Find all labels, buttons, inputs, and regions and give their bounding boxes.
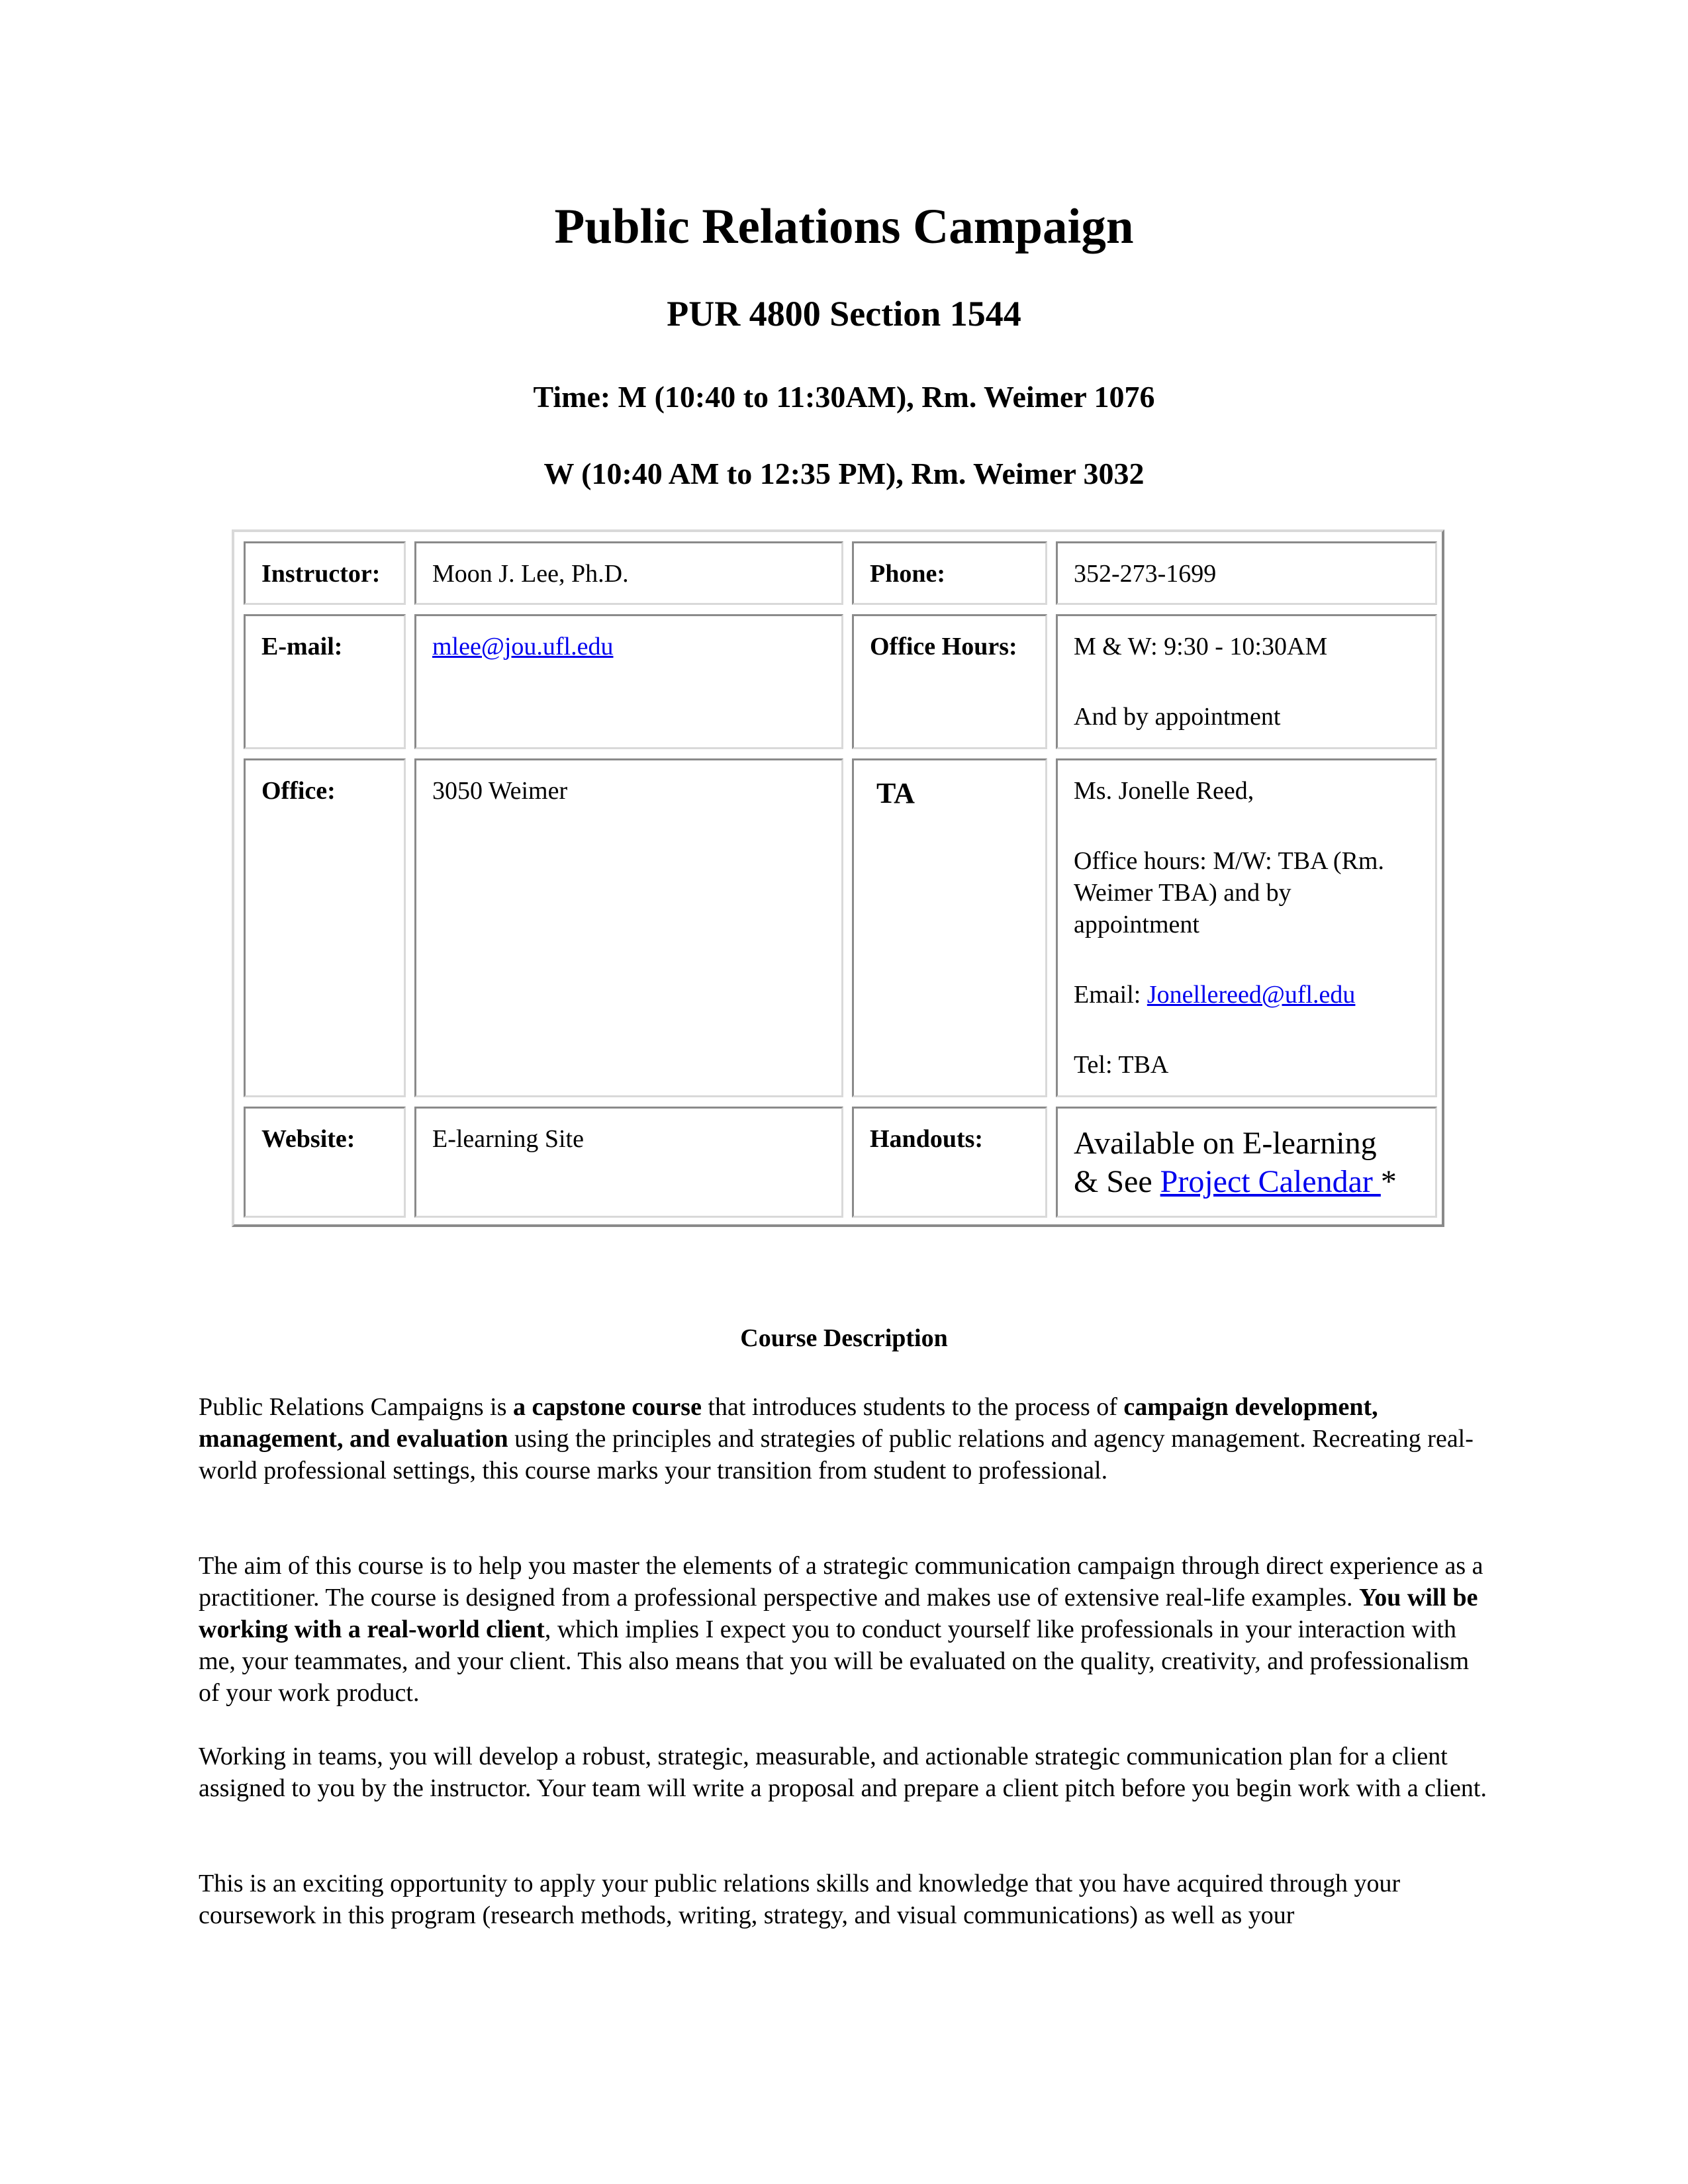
p2-bold-1: You will be working with a real-world client [199, 1584, 1478, 1643]
instructor-value: Moon J. Lee, Ph.D. [414, 541, 843, 605]
description-paragraph-4: This is an exciting opportunity to apply your public relations skills and knowledge that you have acquired through your coursework in this program (research methods, writing, strategy, and visual communications) as well as your [199, 1870, 1401, 1929]
office-label: Office: [244, 758, 406, 1097]
handouts-see-text: & See [1074, 1164, 1160, 1199]
handouts-cell [1056, 1107, 1437, 1218]
course-code: PUR 4800 Section 1544 [667, 294, 1021, 334]
office-value: 3050 Weimer [414, 758, 843, 1097]
website-value: E-learning Site [414, 1107, 843, 1218]
instructor-email-link[interactable]: mlee@jou.ufl.edu [432, 633, 614, 660]
ta-email-prefix: Email: [1074, 981, 1147, 1009]
office-hours-cell [1056, 614, 1437, 749]
phone-value: 352-273-1699 [1056, 541, 1437, 605]
p1-text-1: Public Relations Campaigns is [199, 1393, 513, 1421]
course-description-heading: Course Description [740, 1324, 948, 1352]
ta-name: Ms. Jonelle Reed, [1074, 777, 1254, 805]
ta-label: TA [852, 758, 1047, 1097]
p1-text-3: using the principles and strategies of public relations and agency management. Recreating real-world professional settings, this course marks your transition from student to professional. [199, 1425, 1474, 1484]
handouts-see-line [1074, 1163, 1419, 1201]
office-hours-time: M & W: 9:30 - 10:30AM [1074, 633, 1328, 660]
p1-text-2: that introduces students to the process of [701, 1393, 1124, 1421]
description-paragraph-2 [199, 1550, 1489, 1709]
office-hours-label: Office Hours: [852, 614, 1047, 749]
handouts-label: Handouts: [852, 1107, 1047, 1218]
description-paragraph-1 [199, 1391, 1489, 1486]
instructor-label: Instructor: [244, 541, 406, 605]
project-calendar-link[interactable]: Project Calendar [1160, 1164, 1381, 1199]
ta-email-line [1074, 979, 1419, 1011]
office-hours-appointment: And by appointment [1074, 703, 1281, 731]
handouts-availability: Available on E-learning [1074, 1126, 1377, 1161]
handouts-asterisk: * [1380, 1164, 1397, 1199]
ta-office-hours: Office hours: M/W: TBA (Rm. Weimer TBA) and by appointment [1074, 847, 1384, 938]
p1-bold-1: a capstone course [512, 1393, 702, 1421]
website-label: Website: [244, 1107, 406, 1218]
schedule-wednesday: W (10:40 AM to 12:35 PM), Rm. Weimer 3032 [543, 457, 1145, 490]
email-label: E-mail: [244, 614, 406, 749]
p2-text-1: The aim of this course is to help you master the elements of a strategic communication campaign through direct experience as a practitioner. The course is designed from a professional perspective and makes use of extensive real-life examples. [199, 1552, 1483, 1612]
course-info-table [232, 529, 1444, 1227]
phone-label: Phone: [852, 541, 1047, 605]
email-cell [414, 614, 843, 749]
p1-bold-2: campaign development, management, and evaluation [199, 1393, 1378, 1453]
schedule-monday: Time: M (10:40 to 11:30AM), Rm. Weimer 1076 [533, 380, 1155, 414]
page-title: Public Relations Campaign [554, 199, 1134, 254]
ta-tel: Tel: TBA [1074, 1051, 1169, 1079]
description-paragraph-3: Working in teams, you will develop a robust, strategic, measurable, and actionable strategic communication plan for a client assigned to you by the instructor. Your team will write a proposal and prepare a client pitch before you begin work with a client. [199, 1743, 1487, 1802]
ta-cell [1056, 758, 1437, 1097]
p2-text-2: , which implies I expect you to conduct yourself like professionals in your interaction with me, your teammates, and your client. This also means that you will be evaluated on the quality, creativity, and professionalism of your work product. [199, 1615, 1470, 1707]
ta-email-link[interactable]: Jonellereed@ufl.edu [1147, 981, 1356, 1009]
